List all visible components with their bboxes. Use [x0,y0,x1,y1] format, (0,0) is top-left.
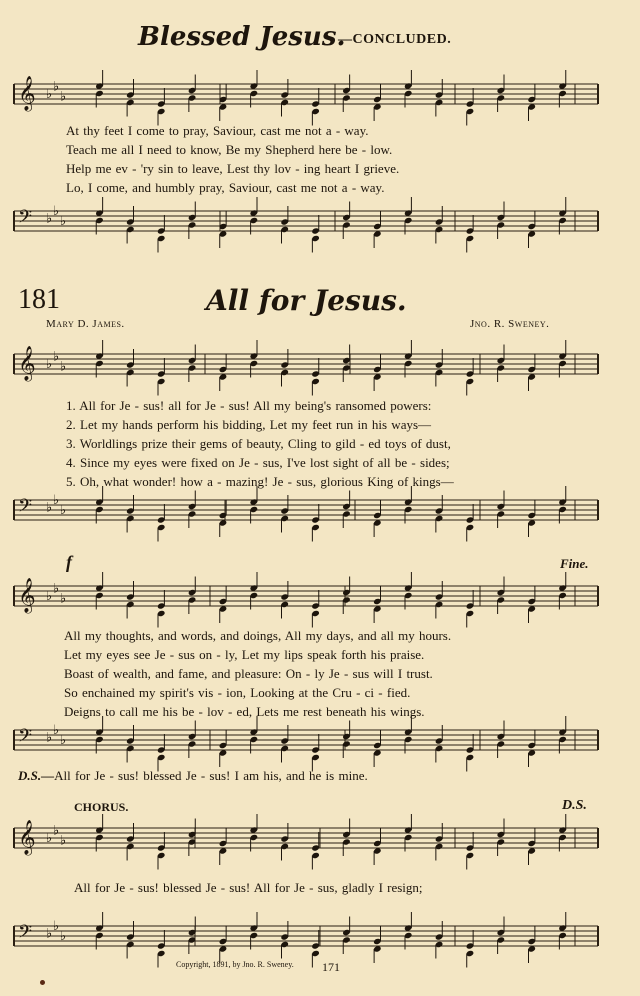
svg-text:♭: ♭ [46,830,53,845]
verse-line: So enchained my spirit's vis - ion, Looking at the Cru - ci - fied. [64,685,411,700]
verse-line: 4. Since my eyes were fixed on Je - sus, I've lost sight of all be - sides; [66,455,450,470]
page-title: Blessed Jesus. [138,22,346,52]
fine-mark: Fine. [560,556,589,571]
svg-text:𝄞: 𝄞 [18,820,36,855]
treble-staff-4 [0,814,640,874]
svg-text:♭: ♭ [60,928,67,943]
chorus-label: CHORUS. [74,800,129,814]
svg-text:𝄞: 𝄞 [18,346,36,381]
svg-text:♭: ♭ [46,588,53,603]
svg-text:♭: ♭ [60,590,67,606]
bass-staff-4 [0,912,640,972]
svg-text:𝄢: 𝄢 [18,726,33,751]
ink-spot [40,980,45,985]
hymn-title: All for Jesus. [206,284,407,317]
svg-text:𝄞: 𝄞 [18,76,36,111]
ds-mark: D.S. [562,798,587,813]
svg-text:♭: ♭ [60,213,67,228]
verse-line: 2. Let my hands perform his bidding, Let my feet run in his ways— [66,417,432,432]
verse-line: Let my eyes see Je - sus on - ly, Let my lips speak forth his praise. [64,647,425,662]
treble-staff-3 [0,572,640,632]
svg-text:♭: ♭ [53,78,60,94]
verse-block-1 [66,396,454,491]
svg-text:♭: ♭ [60,88,67,104]
verse-line: All my thoughts, and words, and doings, All my days, and all my hours. [64,628,452,643]
chorus-lyric: All for Je - sus! blessed Je - sus! All for Je - sus, gladly I resign; [74,880,423,895]
ds-lyric: All for Je - sus! blessed Je - sus! I am his, and he is mine. [54,768,368,783]
author-credit: Mary D. James. [46,318,125,330]
svg-text:𝄢: 𝄢 [18,207,33,232]
page-number: 171 [322,960,340,974]
ds-line [18,766,368,785]
svg-text:♭: ♭ [60,358,67,374]
svg-text:♭: ♭ [53,822,60,838]
svg-text:♭: ♭ [53,492,60,507]
svg-text:♭: ♭ [53,918,60,933]
svg-text:♭: ♭ [46,356,53,371]
svg-text:♭: ♭ [46,210,53,226]
svg-text:♭: ♭ [53,348,60,364]
svg-text:♭: ♭ [53,722,60,737]
svg-text:♭: ♭ [46,925,53,941]
svg-text:♭: ♭ [60,502,67,517]
verse-line: 5. Oh, what wonder! how a - mazing! Je - sus, glorious King of kings— [66,474,454,489]
lyric-line: Help me ev - 'ry sin to leave, Lest thy lov - ing heart I grieve. [66,161,400,176]
svg-text:𝄢: 𝄢 [18,496,33,521]
svg-text:♭: ♭ [60,732,67,747]
verse-line: 3. Worldlings prize their gems of beauty, Cling to gild - ed toys of dust, [66,436,451,451]
lyric-block-top [66,121,399,197]
svg-text:♭: ♭ [60,832,67,848]
svg-text:𝄢: 𝄢 [18,922,33,947]
verse-line: Boast of wealth, and fame, and pleasure: On - ly Je - sus will I trust. [64,666,433,681]
composer-credit: Jno. R. Sweney. [470,318,550,330]
svg-text:𝄞: 𝄞 [18,578,36,613]
copyright-notice: Copyright, 1891, by Jno. R. Sweney. [176,960,294,969]
svg-text:♭: ♭ [46,86,53,101]
svg-text:♭: ♭ [46,729,53,745]
ds-label: D.S.— [18,768,55,783]
verse-line: Deigns to call me his be - lov - ed, Lets me rest beneath his wings. [64,704,425,719]
forte-mark: f [66,552,72,572]
svg-text:♭: ♭ [53,580,60,596]
svg-text:♭: ♭ [46,499,53,515]
svg-text:♭: ♭ [53,203,60,218]
verse-block-2 [64,626,451,721]
concluded-label: —CONCLUDED. [338,32,452,47]
verse-line: 1. All for Je - sus! all for Je - sus! All my being's ransomed powers: [66,398,432,413]
hymn-number: 181 [18,284,60,315]
lyric-line: Teach me all I need to know, Be my Shepherd here be - low. [66,142,393,157]
bass-staff-1 [0,195,640,265]
bass-staff-2 [0,486,640,546]
lyric-line: Lo, I come, and humbly pray, Saviour, cast me not a - way. [66,180,385,195]
treble-staff-2 [0,340,640,400]
lyric-line: At thy feet I come to pray, Saviour, cast me not a - way. [66,123,369,138]
